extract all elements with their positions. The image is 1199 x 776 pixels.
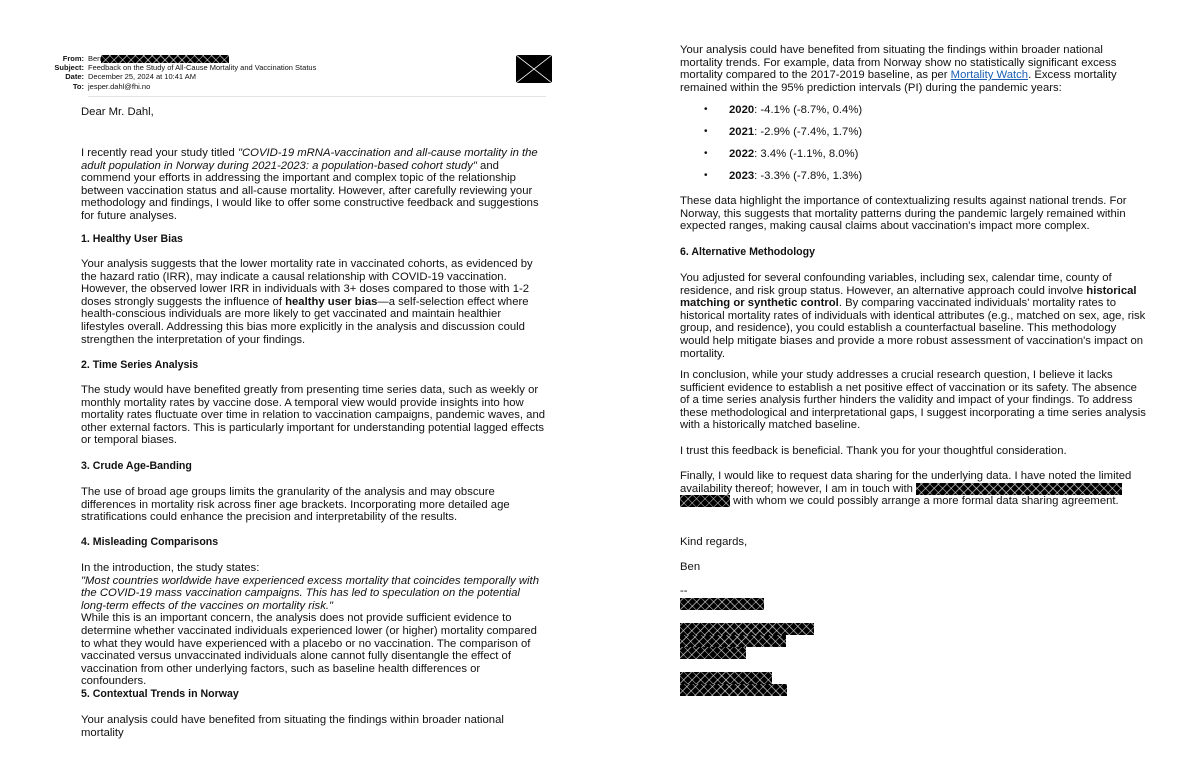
section-paragraph: Your analysis could have benefited from situating the findings within broader national mortality trends. For example, data from Norway show no statistically significant excess mortality compared to the 2017-2019 baseline, as per Mortality Watch. Excess mortality remained within the 95% prediction intervals (PI) during the pandemic years: xyxy=(680,44,1117,94)
mortality-watch-link[interactable]: Mortality Watch xyxy=(950,69,1029,82)
signature-name: Ben xyxy=(680,561,701,573)
redaction-block xyxy=(680,684,787,696)
date-label: Date: xyxy=(65,72,84,82)
date-value: December 25, 2024 at 10:41 AM xyxy=(88,72,196,82)
section-text: While this is an important concern, the analysis does not provide sufficient evidence to determine whether vaccinated individuals experienced lower (or higher) mortality compared to what they would have experienced with a placebo or no vaccination. The comparison of vaccinated versus unvaccinated individuals alone cannot fully disentangle the effect of vaccination from other underlying factors, such as baseline health differences or confounders. xyxy=(81,612,537,688)
section-paragraph xyxy=(81,562,547,688)
redaction-block xyxy=(680,623,814,635)
trust-paragraph: I trust this feedback is beneficial. Thank you for your thoughtful consideration. xyxy=(680,445,1067,457)
to-value: jesper.dahl@fhi.no xyxy=(88,81,151,91)
redaction-block xyxy=(680,647,746,659)
list-item: • 2020: -4.1% (-8.7%, 0.4%) xyxy=(680,99,1146,121)
excess-mortality-list xyxy=(680,99,1146,187)
signature-block xyxy=(680,585,1146,696)
section-paragraph: The use of broad age groups limits the granularity of the analysis and may obscure differences in mortality risk across finer age brackets. Incorporating more detailed age stratifications could enhance the precision and interpretability of the results. xyxy=(81,486,510,524)
from-label: From: xyxy=(62,54,84,63)
greeting: Dear Mr. Dahl, xyxy=(81,106,154,118)
section-heading: 4. Misleading Comparisons xyxy=(81,536,219,548)
redaction-block xyxy=(680,495,730,507)
section-heading: 5. Contextual Trends in Norway xyxy=(81,688,239,700)
list-item: • 2021: -2.9% (-7.4%, 1.7%) xyxy=(680,121,1146,143)
header-divider xyxy=(88,96,546,97)
redaction-block xyxy=(680,672,772,684)
study-title: "COVID-19 mRNA-vaccination and all-cause mortality in the adult population in Norway during 2021-2023: a population-based cohort study" xyxy=(81,147,538,172)
redaction-block xyxy=(101,55,229,63)
list-item: • 2023: -3.3% (-7.8%, 1.3%) xyxy=(680,165,1146,187)
section-heading: 3. Crude Age-Banding xyxy=(81,460,192,472)
section-paragraph-cut: Your analysis could have benefited from situating the findings within broader national mortality xyxy=(81,714,504,739)
section-paragraph: These data highlight the importance of contextualizing results against national trends. For Norway, this suggests that mortality patterns during the pandemic largely remained within expected ranges, making causal claims about vaccination's impact more complex. xyxy=(680,195,1127,233)
subject-label: Subject: xyxy=(54,63,84,73)
quote-intro: In the introduction, the study states: xyxy=(81,562,260,574)
redaction-block xyxy=(680,635,786,647)
from-value: Ben xyxy=(88,54,102,63)
conclusion-paragraph: In conclusion, while your study addresses a crucial research question, I believe it lacks sufficient evidence to establish a net positive effect of vaccination or its safety. The absence of a time series analysis further hinders the validity and impact of your findings. To address these methodological and interpretational gaps, I suggest incorporating a time series analysis with a historically matched baseline. xyxy=(680,369,1146,432)
quoted-passage: "Most countries worldwide have experienced excess mortality that coincides temporally with the COVID-19 mass vaccination campaigns. This has led to speculation on the potential long-term effects of the vaccines on mortality risk." xyxy=(81,574,539,612)
redaction-block xyxy=(916,483,1122,495)
section-paragraph: The study would have benefited greatly from presenting time series data, such as weekly or monthly mortality rates by vaccine dose. A temporal view would provide insights into how mortality rates fluctuate over time in relation to vaccination campaigns, pandemic waves, and other external factors. This is particularly important for understanding potential lagged effects or temporal biases. xyxy=(81,384,546,447)
email-header xyxy=(40,54,560,91)
section-heading: 2. Time Series Analysis xyxy=(81,359,199,371)
data-sharing-paragraph: Finally, I would like to request data sharing for the underlying data. I have noted the limited availability thereof; however, I am in touch with with whom we could possibly arrange a more formal data sharing agreement. xyxy=(680,470,1132,508)
redacted-avatar-icon xyxy=(516,55,552,83)
closing: Kind regards, xyxy=(680,536,748,548)
signature-dash: -- xyxy=(680,585,688,597)
right-page xyxy=(600,0,1199,776)
redaction-block xyxy=(680,598,764,610)
section-paragraph: Your analysis suggests that the lower mortality rate in vaccinated cohorts, as evidenced by the hazard ratio (IRR), may indicate a causal relationship with COVID-19 vaccination. However, the observed lower IRR in individuals with 3+ doses compared to those with 1-2 doses strongly suggests the influence of healthy user bias—a self-selection effect where health-conscious individuals are more likely to get vaccinated and maintain healthier lifestyles overall. Addressing this bias more explicitly in the analysis and discussion could strengthen the interpretation of your findings. xyxy=(81,258,533,346)
list-item: • 2022: 3.4% (-1.1%, 8.0%) xyxy=(680,143,1146,165)
section-paragraph: You adjusted for several confounding variables, including sex, calendar time, county of residence, and risk group status. However, an alternative approach could involve historical matching or synthetic control. By comparing vaccinated individuals' mortality rates to historical mortality rates of individuals with identical attributes (e.g., matched on sex, age, risk group, and residence), you could establish a counterfactual baseline. This methodology would help mitigate biases and provide a more robust assessment of vaccination's impact on mortality. xyxy=(680,272,1146,360)
section-heading: 6. Alternative Methodology xyxy=(680,246,815,258)
subject-value: Feedback on the Study of All-Cause Mortality and Vaccination Status xyxy=(88,63,317,73)
intro-paragraph: I recently read your study titled "COVID-19 mRNA-vaccination and all-cause mortality in the adult population in Norway during 2021-2023: a population-based cohort study" and commend your efforts in addressing the important and complex topic of the relationship between vaccination status and all-cause mortality. However, after carefully reviewing your methodology and findings, I would like to offer some constructive feedback and suggestions for future analyses. xyxy=(81,147,539,222)
section-heading: 1. Healthy User Bias xyxy=(81,233,183,245)
to-label: To: xyxy=(72,81,84,91)
